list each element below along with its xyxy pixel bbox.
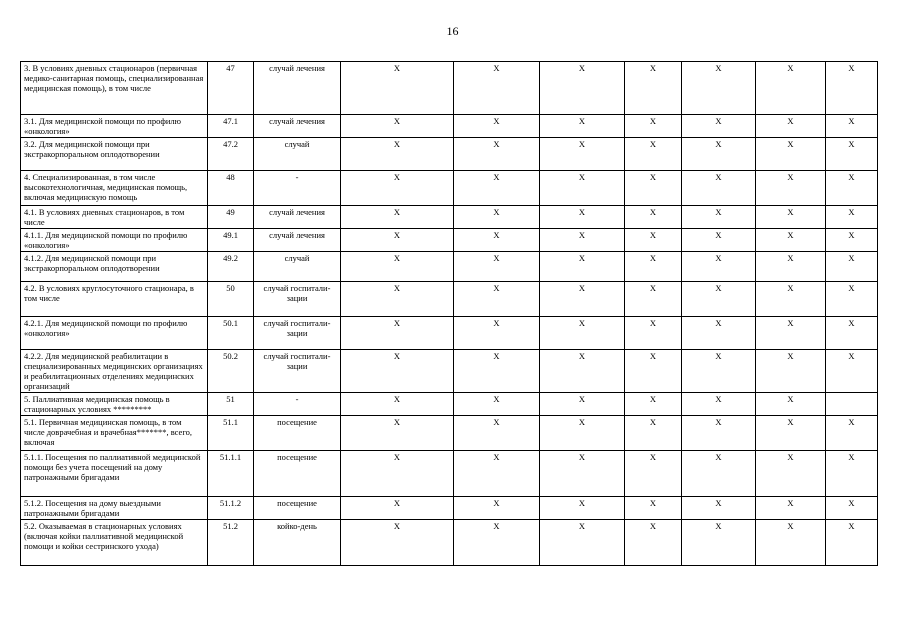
- row-code-cell: 49.2: [208, 252, 254, 282]
- row-mark-cell: X: [826, 138, 878, 171]
- row-mark-cell: X: [826, 252, 878, 282]
- row-unit-cell: -: [254, 393, 341, 416]
- row-mark-cell: X: [625, 520, 682, 566]
- row-name-cell: 4.2.2. Для медицинской реабилитации в специализированных медицинских организациях и реабилитационных отделениях медицинских организаций: [21, 350, 208, 393]
- row-mark-cell: X: [454, 138, 540, 171]
- row-mark-cell: X: [454, 282, 540, 317]
- row-mark-cell: X: [756, 229, 826, 252]
- row-mark-cell: X: [454, 497, 540, 520]
- row-mark-cell: X: [540, 497, 625, 520]
- row-mark-cell: X: [756, 171, 826, 206]
- table-row: [21, 520, 878, 566]
- table-row: [21, 317, 878, 350]
- row-mark-cell: X: [540, 138, 625, 171]
- row-unit-cell: -: [254, 171, 341, 206]
- row-mark-cell: X: [826, 171, 878, 206]
- row-mark-cell: X: [454, 62, 540, 115]
- row-mark-cell: X: [341, 115, 454, 138]
- row-name-cell: 4. Специализированная, в том числе высокотехнологичная, медицинская помощь, включая медицинскую помощь: [21, 171, 208, 206]
- row-mark-cell: X: [454, 393, 540, 416]
- row-mark-cell: X: [756, 206, 826, 229]
- row-mark-cell: X: [341, 252, 454, 282]
- row-mark-cell: X: [826, 317, 878, 350]
- row-mark-cell: X: [682, 520, 756, 566]
- row-name-cell: 5.2. Оказываемая в стационарных условиях (включая койки паллиативной медицинской помощи и койки сестринского ухода): [21, 520, 208, 566]
- row-mark-cell: X: [454, 252, 540, 282]
- row-mark-cell: X: [540, 350, 625, 393]
- table-row: [21, 252, 878, 282]
- row-mark-cell: X: [625, 497, 682, 520]
- row-mark-cell: X: [454, 115, 540, 138]
- row-unit-cell: посещение: [254, 416, 341, 451]
- row-mark-cell: X: [454, 229, 540, 252]
- row-mark-cell: X: [682, 497, 756, 520]
- row-unit-cell: случай лечения: [254, 229, 341, 252]
- row-mark-cell: X: [454, 206, 540, 229]
- row-unit-cell: случай лечения: [254, 206, 341, 229]
- table-row: [21, 138, 878, 171]
- table-row: [21, 115, 878, 138]
- row-code-cell: 50.1: [208, 317, 254, 350]
- row-unit-cell: случай госпитали-зации: [254, 317, 341, 350]
- row-name-cell: 4.1. В условиях дневных стационаров, в том числе: [21, 206, 208, 229]
- row-mark-cell: X: [756, 393, 826, 416]
- row-mark-cell: X: [625, 229, 682, 252]
- row-mark-cell: X: [682, 252, 756, 282]
- row-mark-cell: X: [625, 171, 682, 206]
- row-mark-cell: X: [341, 62, 454, 115]
- row-mark-cell: X: [682, 206, 756, 229]
- table-row: [21, 497, 878, 520]
- row-mark-cell: X: [682, 138, 756, 171]
- row-name-cell: 5. Паллиативная медицинская помощь в стационарных условиях *********: [21, 393, 208, 416]
- row-unit-cell: посещение: [254, 451, 341, 497]
- row-mark-cell: X: [826, 229, 878, 252]
- table-row: [21, 416, 878, 451]
- row-mark-cell: X: [756, 350, 826, 393]
- table-row: [21, 350, 878, 393]
- row-mark-cell: X: [826, 62, 878, 115]
- table-row: [21, 229, 878, 252]
- row-mark-cell: X: [540, 171, 625, 206]
- row-code-cell: 51: [208, 393, 254, 416]
- row-name-cell: 3.1. Для медицинской помощи по профилю «онкология»: [21, 115, 208, 138]
- row-mark-cell: X: [625, 416, 682, 451]
- row-code-cell: 51.2: [208, 520, 254, 566]
- row-mark-cell: X: [454, 350, 540, 393]
- row-mark-cell: X: [341, 171, 454, 206]
- row-mark-cell: X: [826, 416, 878, 451]
- row-mark-cell: X: [682, 229, 756, 252]
- row-mark-cell: X: [454, 416, 540, 451]
- row-mark-cell: X: [540, 393, 625, 416]
- table-body: [21, 62, 878, 566]
- row-mark-cell: X: [756, 115, 826, 138]
- row-code-cell: 49: [208, 206, 254, 229]
- row-name-cell: 3. В условиях дневных стационаров (первичная медико-санитарная помощь, специализированная медицинская помощь), в том числе: [21, 62, 208, 115]
- row-name-cell: 5.1. Первичная медицинская помощь, в том числе доврачебная и врачебная*******, всего, включая: [21, 416, 208, 451]
- row-mark-cell: X: [756, 317, 826, 350]
- row-mark-cell: X: [625, 393, 682, 416]
- row-mark-cell: X: [341, 229, 454, 252]
- row-name-cell: 5.1.2. Посещения на дому выездными патронажными бригадами: [21, 497, 208, 520]
- row-name-cell: 3.2. Для медицинской помощи при экстракорпоральном оплодотворении: [21, 138, 208, 171]
- row-mark-cell: X: [625, 317, 682, 350]
- row-mark-cell: X: [682, 171, 756, 206]
- row-unit-cell: случай лечения: [254, 115, 341, 138]
- row-unit-cell: койко-день: [254, 520, 341, 566]
- row-code-cell: 51.1.2: [208, 497, 254, 520]
- row-mark-cell: X: [341, 350, 454, 393]
- table-row: [21, 393, 878, 416]
- row-mark-cell: X: [341, 138, 454, 171]
- row-mark-cell: X: [540, 282, 625, 317]
- row-mark-cell: X: [540, 451, 625, 497]
- row-mark-cell: X: [756, 252, 826, 282]
- row-name-cell: 4.1.1. Для медицинской помощи по профилю «онкология»: [21, 229, 208, 252]
- row-unit-cell: посещение: [254, 497, 341, 520]
- table-row: [21, 282, 878, 317]
- row-mark-cell: X: [826, 115, 878, 138]
- row-mark-cell: X: [682, 317, 756, 350]
- row-mark-cell: X: [826, 497, 878, 520]
- row-code-cell: 51.1: [208, 416, 254, 451]
- row-mark-cell: X: [625, 62, 682, 115]
- row-mark-cell: X: [682, 416, 756, 451]
- row-mark-cell: X: [341, 497, 454, 520]
- row-mark-cell: X: [341, 451, 454, 497]
- row-mark-cell: X: [682, 62, 756, 115]
- row-mark-cell: X: [625, 206, 682, 229]
- row-code-cell: 47: [208, 62, 254, 115]
- row-mark-cell: X: [682, 350, 756, 393]
- row-mark-cell: X: [756, 138, 826, 171]
- row-mark-cell: X: [756, 416, 826, 451]
- table-row: [21, 62, 878, 115]
- row-mark-cell: X: [625, 451, 682, 497]
- row-mark-cell: X: [756, 62, 826, 115]
- row-mark-cell: X: [682, 393, 756, 416]
- row-mark-cell: X: [341, 282, 454, 317]
- row-mark-cell: X: [540, 206, 625, 229]
- table-row: [21, 206, 878, 229]
- row-code-cell: 50.2: [208, 350, 254, 393]
- row-mark-cell: X: [826, 350, 878, 393]
- row-unit-cell: случай: [254, 252, 341, 282]
- page-number: 16: [446, 24, 459, 38]
- row-name-cell: 4.2. В условиях круглосуточного стационара, в том числе: [21, 282, 208, 317]
- row-mark-cell: X: [682, 115, 756, 138]
- row-code-cell: 49.1: [208, 229, 254, 252]
- row-mark-cell: X: [454, 171, 540, 206]
- row-mark-cell: X: [756, 451, 826, 497]
- row-mark-cell: X: [341, 393, 454, 416]
- row-unit-cell: случай госпитали-зации: [254, 282, 341, 317]
- row-mark-cell: X: [454, 317, 540, 350]
- row-mark-cell: X: [454, 451, 540, 497]
- row-mark-cell: X: [341, 317, 454, 350]
- row-unit-cell: случай: [254, 138, 341, 171]
- row-mark-cell: X: [682, 282, 756, 317]
- row-code-cell: 47.1: [208, 115, 254, 138]
- row-code-cell: 50: [208, 282, 254, 317]
- row-mark-cell: X: [826, 451, 878, 497]
- row-code-cell: 48: [208, 171, 254, 206]
- row-mark-cell: X: [625, 115, 682, 138]
- row-unit-cell: случай лечения: [254, 62, 341, 115]
- row-name-cell: 5.1.1. Посещения по паллиативной медицинской помощи без учета посещений на дому патронажными бригадами: [21, 451, 208, 497]
- row-mark-cell: X: [341, 520, 454, 566]
- row-mark-cell: X: [756, 520, 826, 566]
- row-mark-cell: X: [625, 252, 682, 282]
- row-code-cell: 51.1.1: [208, 451, 254, 497]
- row-mark-cell: X: [540, 416, 625, 451]
- row-mark-cell: [826, 393, 878, 416]
- row-mark-cell: X: [341, 206, 454, 229]
- row-mark-cell: X: [540, 115, 625, 138]
- row-mark-cell: X: [625, 282, 682, 317]
- row-mark-cell: X: [682, 451, 756, 497]
- row-mark-cell: X: [540, 317, 625, 350]
- row-mark-cell: X: [826, 282, 878, 317]
- row-unit-cell: случай госпитали-зации: [254, 350, 341, 393]
- row-mark-cell: X: [540, 229, 625, 252]
- row-mark-cell: X: [756, 497, 826, 520]
- table-row: [21, 451, 878, 497]
- row-mark-cell: X: [454, 520, 540, 566]
- row-mark-cell: X: [540, 252, 625, 282]
- row-mark-cell: X: [625, 350, 682, 393]
- row-mark-cell: X: [540, 520, 625, 566]
- row-mark-cell: X: [756, 282, 826, 317]
- row-mark-cell: X: [341, 416, 454, 451]
- row-mark-cell: X: [625, 138, 682, 171]
- row-code-cell: 47.2: [208, 138, 254, 171]
- row-mark-cell: X: [826, 520, 878, 566]
- row-mark-cell: X: [540, 62, 625, 115]
- row-name-cell: 4.2.1. Для медицинской помощи по профилю «онкология»: [21, 317, 208, 350]
- table-row: [21, 171, 878, 206]
- data-table: [20, 61, 878, 566]
- row-name-cell: 4.1.2. Для медицинской помощи при экстракорпоральном оплодотворении: [21, 252, 208, 282]
- row-mark-cell: X: [826, 206, 878, 229]
